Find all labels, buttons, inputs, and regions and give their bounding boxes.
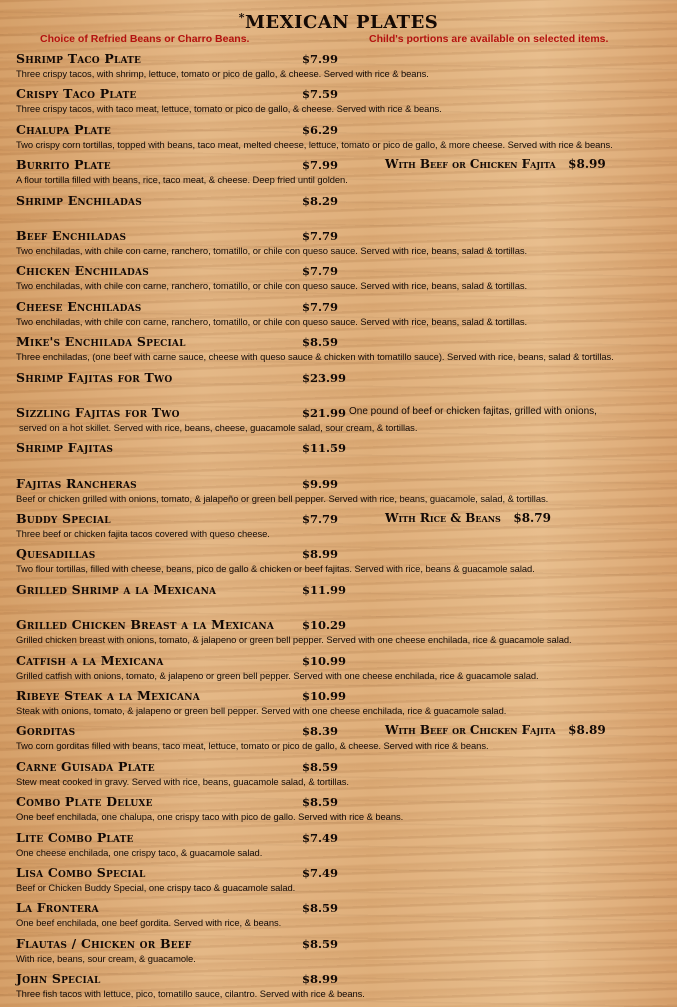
menu-item-price: $7.79 bbox=[302, 299, 339, 314]
menu-item-name: Fajitas Rancheras bbox=[16, 475, 137, 491]
menu-item-description: Beef or Chicken Buddy Special, one crispy taco & guacamole salad. bbox=[16, 881, 296, 893]
menu-item-header bbox=[16, 653, 671, 671]
menu-item-price: $7.59 bbox=[302, 87, 339, 102]
menu-item-name: Shrimp Fajitas bbox=[16, 440, 114, 456]
menu-item bbox=[16, 440, 671, 475]
menu-item-description: Stew meat cooked in gravy. Served with rice, beans, guacamole salad, & tortillas. bbox=[16, 775, 349, 787]
menu-item-header bbox=[16, 193, 671, 211]
menu-item bbox=[16, 299, 671, 334]
menu-item bbox=[16, 688, 671, 723]
menu-item-price: $10.99 bbox=[302, 689, 347, 704]
menu-item-description: One cheese enchilada, one crispy taco, & guacamole salad. bbox=[16, 846, 263, 858]
menu-item-price: $8.99 bbox=[302, 547, 339, 562]
menu-item-option: With Beef or Chicken Fajita $8.99 bbox=[385, 157, 606, 172]
menu-item-name: Cheese Enchiladas bbox=[16, 298, 142, 314]
menu-item-description: Three crispy tacos, with shrimp, lettuce, tomato or pico de gallo, & cheese. Served with rice & beans. bbox=[16, 68, 429, 79]
menu-item-description: Two flour tortillas, filled with cheese, beans, pico de gallo & chicken or beef fajitas. Served with rice, beans & guacamole salad. bbox=[16, 563, 535, 575]
menu-item bbox=[16, 865, 671, 900]
menu-item-description: Two crispy corn tortillas, topped with beans, taco meat, melted cheese, lettuce, tomato or pico de gallo, & more cheese. Served with rice & beans. bbox=[16, 138, 613, 150]
menu-item-price: $8.39 bbox=[302, 724, 339, 739]
menu-item-name: John Special bbox=[16, 971, 101, 987]
menu-item-description: One beef enchilada, one beef gordita. Served with rice, & beans. bbox=[16, 917, 282, 929]
menu-item-name: Shrimp Enchiladas bbox=[16, 192, 142, 208]
menu-item-name: Grilled Shrimp a la Mexicana bbox=[16, 581, 217, 597]
menu-item-name: Gorditas bbox=[16, 723, 76, 739]
menu-item-name: Sizzling Fajitas for Two bbox=[16, 404, 180, 420]
beans-note: Choice of Refried Beans or Charro Beans. bbox=[40, 33, 250, 45]
menu-item-price: $8.59 bbox=[302, 936, 339, 951]
menu-item-option: With Beef or Chicken Fajita $8.89 bbox=[385, 723, 606, 738]
menu-item-header bbox=[16, 511, 671, 529]
menu-item-name: Crispy Taco Plate bbox=[16, 86, 137, 102]
menu-item-header bbox=[16, 299, 671, 317]
menu-item-name: Beef Enchiladas bbox=[16, 227, 127, 243]
title-text: MEXICAN PLATES bbox=[244, 12, 439, 33]
menu-item-header bbox=[16, 936, 671, 954]
menu-item-name: Combo Plate Deluxe bbox=[16, 794, 153, 810]
menu-item bbox=[16, 546, 671, 581]
menu-item bbox=[16, 228, 671, 263]
menu-item-price: $23.99 bbox=[302, 370, 347, 385]
menu-item-description: With rice, beans, sour cream, & guacamole. bbox=[16, 952, 196, 964]
menu-item-header bbox=[16, 440, 671, 458]
menu-item bbox=[16, 653, 671, 688]
menu-item-price: $10.99 bbox=[302, 653, 347, 668]
menu-item-header bbox=[16, 546, 671, 564]
menu-item-header bbox=[16, 582, 671, 600]
menu-item-price: $21.99 bbox=[302, 405, 347, 420]
menu-item-name: Buddy Special bbox=[16, 511, 111, 527]
menu-item bbox=[16, 476, 671, 511]
menu-item bbox=[16, 51, 671, 86]
menu-item bbox=[16, 617, 671, 652]
menu-item-description: Two enchiladas, with chile con carne, ranchero, tomatillo, or chile con queso sauce. Served with rice, beans, salad & tortillas. bbox=[16, 244, 528, 256]
menu-item-header bbox=[16, 865, 671, 883]
menu-item-price: $7.79 bbox=[302, 228, 339, 243]
menu-item-description: served on a hot skillet. Served with rice, beans, cheese, guacamole salad, sour cream, & tortillas. bbox=[19, 421, 418, 433]
menu-item-name: Mike's Enchilada Special bbox=[16, 334, 186, 350]
menu-item-header bbox=[16, 86, 671, 104]
menu-item-price: $8.59 bbox=[302, 901, 339, 916]
menu-item-price: $8.29 bbox=[302, 193, 339, 208]
menu-item-name: Lite Combo Plate bbox=[16, 829, 134, 845]
menu-item-header bbox=[16, 830, 671, 848]
menu-item-name: Flautas / Chicken or Beef bbox=[16, 935, 192, 951]
menu-item-name: Shrimp Taco Plate bbox=[16, 51, 142, 66]
menu-item bbox=[16, 759, 671, 794]
menu-item bbox=[16, 723, 671, 758]
menu-item bbox=[16, 334, 671, 369]
menu-item-price: $8.59 bbox=[302, 795, 339, 810]
menu-item-name: La Frontera bbox=[16, 900, 99, 916]
menu-item-header bbox=[16, 617, 671, 635]
menu-item bbox=[16, 370, 671, 405]
menu-item-header bbox=[16, 122, 671, 140]
menu-item-header bbox=[16, 51, 671, 69]
menu-item-price: $11.99 bbox=[302, 582, 347, 597]
menu-item-price: $7.99 bbox=[302, 52, 339, 66]
menu-item-header bbox=[16, 476, 671, 494]
menu-item-inline-description: One pound of beef or chicken fajitas, grilled with onions, bbox=[349, 405, 597, 417]
menu-item-description: Steak with onions, tomato, & jalapeno or green bell pepper. Served with one cheese enchilada, rice & guacamole salad. bbox=[16, 705, 507, 717]
menu-item-name: Shrimp Fajitas for Two bbox=[16, 369, 173, 385]
menu-item-price: $8.59 bbox=[302, 759, 339, 774]
menu-item-name: Grilled Chicken Breast a la Mexicana bbox=[16, 617, 275, 633]
menu-item-name: Chalupa Plate bbox=[16, 121, 111, 137]
menu-item-description: Three enchiladas, (one beef with carne sauce, cheese with queso sauce & chicken with tomatillo sauce). Served with rice, beans, salad & tortillas. bbox=[16, 351, 614, 363]
menu-item-price: $11.59 bbox=[302, 441, 347, 456]
menu-item-header bbox=[16, 334, 671, 352]
menu-item bbox=[16, 830, 671, 865]
menu-item-description: One beef enchilada, one chalupa, one crispy taco with pico de gallo. Served with rice & beans. bbox=[16, 811, 404, 823]
title-asterisk: * bbox=[238, 11, 245, 24]
menu-item-price: $8.99 bbox=[302, 972, 339, 987]
menu-item-description: Three fish tacos with lettuce, pico, tomatillo sauce, cilantro. Served with rice & beans. bbox=[16, 988, 365, 1000]
menu-item-price: $10.29 bbox=[302, 618, 347, 633]
menu-item bbox=[16, 405, 671, 440]
menu-item bbox=[16, 900, 671, 935]
menu-item-price: $6.29 bbox=[302, 122, 339, 137]
menu-item-header bbox=[16, 370, 671, 388]
menu-item-description: Two enchiladas, with chile con carne, ranchero, tomatillo, or chile con queso sauce. Served with rice, beans, salad & tortillas. bbox=[16, 280, 528, 292]
menu-item bbox=[16, 511, 671, 546]
menu-item-header bbox=[16, 688, 671, 706]
menu-item-description: Three crispy tacos, with taco meat, lettuce, tomato or pico de gallo, & cheese. Served with rice & beans. bbox=[16, 103, 442, 115]
menu-item-price: $9.99 bbox=[302, 476, 339, 491]
menu-item-description: Grilled catfish with onions, tomato, & jalapeno or green bell pepper. Served with one cheese enchilada, rice & guacamole salad. bbox=[16, 669, 539, 681]
menu-item-price: $7.99 bbox=[302, 158, 339, 173]
menu-item-name: Burrito Plate bbox=[16, 157, 111, 173]
menu-item-header bbox=[16, 157, 671, 175]
menu-item-name: Chicken Enchiladas bbox=[16, 263, 149, 279]
menu-item-description: A flour tortilla filled with beans, rice, taco meat, & cheese. Deep fried until golden. bbox=[16, 174, 348, 186]
menu-item bbox=[16, 157, 671, 192]
menu-item-header bbox=[16, 228, 671, 246]
menu-item bbox=[16, 122, 671, 157]
menu-item-price: $7.49 bbox=[302, 830, 339, 845]
menu-title bbox=[0, 11, 677, 33]
menu-item bbox=[16, 936, 671, 971]
menu-item-name: Quesadillas bbox=[16, 546, 96, 562]
menu-item-header bbox=[16, 971, 671, 989]
menu-item-list bbox=[16, 51, 671, 1007]
menu-item-header bbox=[16, 405, 671, 423]
menu-item-description: Two corn gorditas filled with beans, taco meat, lettuce, tomato or pico de gallo, & cheese. Served with rice & beans. bbox=[16, 740, 489, 752]
menu-item bbox=[16, 193, 671, 228]
childs-portions-note: Child's portions are available on selected items. bbox=[369, 33, 609, 45]
menu-item-header bbox=[16, 794, 671, 812]
menu-item-price: $7.49 bbox=[302, 865, 339, 880]
menu-item-price: $8.59 bbox=[302, 335, 339, 350]
menu-item-header bbox=[16, 759, 671, 777]
menu-item-name: Lisa Combo Special bbox=[16, 864, 146, 880]
menu-item-price: $7.79 bbox=[302, 264, 339, 279]
menu-item-header bbox=[16, 900, 671, 918]
menu-item-description: Grilled chicken breast with onions, tomato, & jalapeno or green bell pepper. Served with one cheese enchilada, rice & guacamole salad. bbox=[16, 634, 572, 646]
menu-item-name: Ribeye Steak a la Mexicana bbox=[16, 688, 200, 704]
menu-item-header bbox=[16, 723, 671, 741]
menu-item-header bbox=[16, 263, 671, 281]
menu-item-name: Carne Guisada Plate bbox=[16, 758, 155, 774]
menu-item bbox=[16, 263, 671, 298]
menu-item bbox=[16, 794, 671, 829]
menu-item-description: Two enchiladas, with chile con carne, ranchero, tomatillo, or chile con queso sauce. Served with rice, beans, salad & tortillas. bbox=[16, 315, 528, 327]
menu-item bbox=[16, 971, 671, 1006]
menu-item bbox=[16, 582, 671, 617]
menu-item-price: $7.79 bbox=[302, 512, 339, 527]
menu-item-description: Three beef or chicken fajita tacos covered with queso cheese. bbox=[16, 528, 270, 540]
menu-item bbox=[16, 86, 671, 121]
menu-item-option: With Rice & Beans $8.79 bbox=[385, 511, 551, 526]
menu-item-name: Catfish a la Mexicana bbox=[16, 652, 164, 668]
menu-item-description: Beef or chicken grilled with onions, tomato, & jalapeño or green bell pepper. Served with rice, beans, guacamole, salad, & tortillas. bbox=[16, 492, 549, 504]
